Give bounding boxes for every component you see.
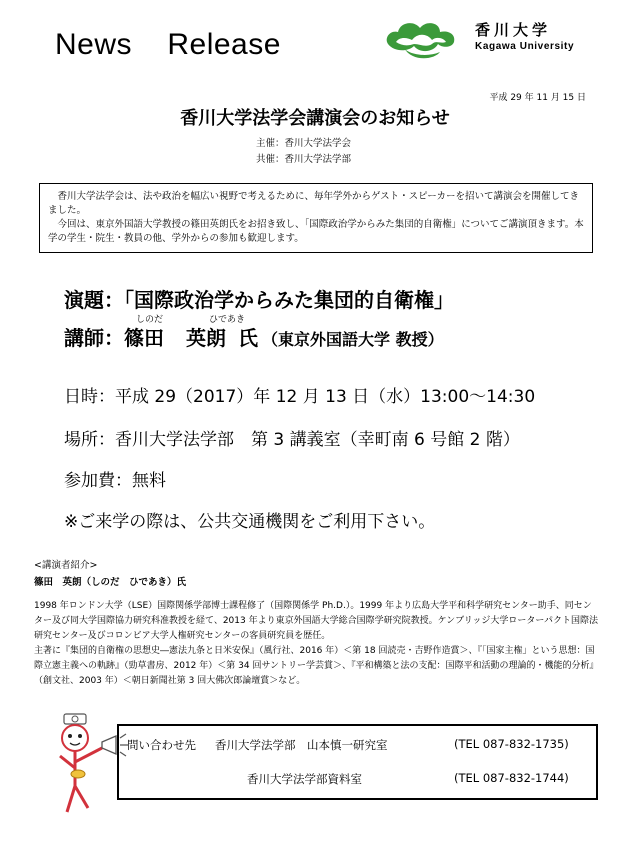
intro-paragraph: 香川大学法学会は、法や政治を幅広い視野で考えるために、毎年学外からゲスト・スピーカーを招いて講演会を開催してきました。	[48, 191, 580, 216]
news-release-heading: News Release	[55, 28, 281, 61]
contact-office-tel: (TEL 087-832-1735)	[454, 737, 569, 751]
speaker-line	[64, 322, 444, 351]
speaker-label: 講師：	[64, 326, 124, 350]
contact-office-name: 香川大学法学部 山本慎一研究室	[215, 738, 388, 752]
kagawa-university-logo	[382, 14, 470, 64]
bio-paragraph: 主著に『集団的自衛権の思想史―憲法九条と日米安保』（風行社、2016 年）＜第 18 回読売・吉野作造賞＞、『「国家主権」という思想：国際立憲主義への軌跡』（勁草書房、2012 年）＜第 34 回サントリー学芸賞＞、『平和構築と法の支配：国際平和活動の理論的・機能的分析』（創文社、2003 年）＜朝日新聞社第 3 回大佛次郎論壇賞＞など。	[34, 646, 599, 686]
speaker-given-ruby: ひであき	[209, 315, 246, 325]
host-organizer: 主催：香川大学法学会	[256, 138, 352, 149]
speaker-affiliation: （東京外国語大学 教授）	[262, 330, 444, 349]
page-title: 香川大学法学会講演会のお知らせ	[180, 108, 450, 129]
event-fee: 参加費：無料	[64, 471, 166, 491]
contact-archive-name: 香川大学法学部資料室	[247, 772, 362, 786]
event-place: 場所：香川大学法学部 第 3 講義室（幸町南 6 号館 2 階）	[64, 430, 520, 450]
issue-date: 平成 29 年 11 月 15 日	[489, 93, 586, 103]
speaker-honorific: 氏	[238, 326, 258, 350]
cohost-organizer: 共催：香川大学法学部	[256, 154, 352, 165]
transport-note: ※ご来学の際は、公共交通機関をご利用下さい。	[64, 512, 436, 532]
bio-body	[34, 599, 600, 689]
contact-box	[117, 724, 598, 800]
lecture-theme: 演題：「国際政治学からみた集団的自衛権」	[64, 288, 454, 312]
speaker-surname: 篠田	[124, 326, 164, 350]
university-name-japanese: 香川大学	[475, 21, 552, 39]
bio-paragraph: 1998 年ロンドン大学（LSE）国際関係学部博士課程修了（国際関係学 Ph.D.）。1999 年より広島大学平和科学研究センター助手、同センター及び同大学国際協力研究科准教授を経て、2013 年より東京外国語大学総合国際学研究院教授。ケンブリッジ大学ローターパクト国際法研究センター及びコロンビア大学人権研究センターの客員研究員を歴任。	[34, 601, 598, 641]
intro-box	[39, 183, 593, 253]
speaker-surname-ruby: しのだ	[136, 315, 164, 325]
contact-archive-tel: (TEL 087-832-1744)	[454, 771, 569, 785]
university-name-english: Kagawa University	[475, 41, 575, 52]
bio-heading: <講演者紹介>	[34, 560, 98, 571]
event-datetime: 日時：平成 29（2017）年 12 月 13 日（水）13:00～14:30	[64, 387, 536, 407]
bio-speaker-name: 篠田 英朗（しのだ ひであき）氏	[34, 577, 187, 588]
contact-label: 問い合わせ先	[127, 738, 196, 752]
speaker-given-name: 英朗	[186, 326, 226, 350]
intro-paragraph: 今回は、東京外国語大学教授の篠田英朗氏をお招き致し、「国際政治学からみた集団的自衛権」についてご講演頂きます。本学の学生・院生・教員の他、学外からの参加も歓迎します。	[48, 219, 584, 244]
